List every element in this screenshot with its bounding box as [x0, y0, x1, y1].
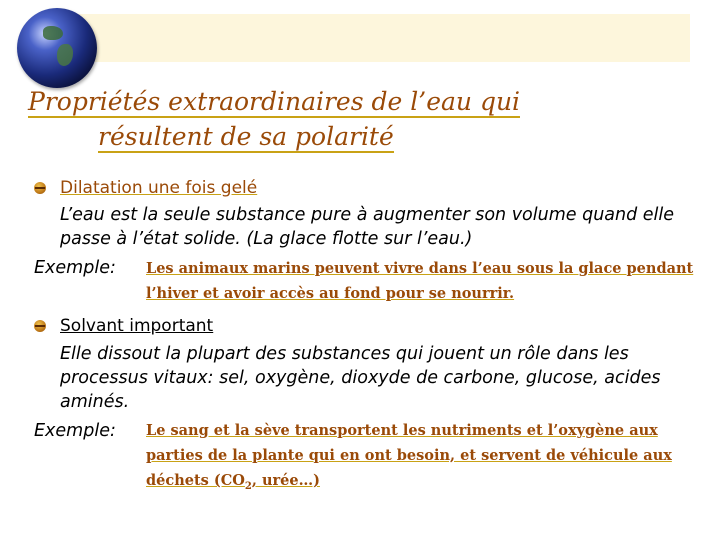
globe-icon	[17, 8, 97, 88]
example-link[interactable]: Les animaux marins peuvent vivre dans l’eau sous la glace pendant l’hiver et avoir accès au fond pour se nourrir.	[146, 260, 694, 302]
globe-land	[57, 44, 73, 66]
globe-land	[43, 26, 63, 40]
bullet-item-dilatation	[34, 178, 257, 198]
bullet-link-dilatation[interactable]: Dilatation une fois gelé	[60, 178, 258, 198]
example-label: Exemple:	[34, 421, 116, 441]
slide-title	[28, 84, 588, 154]
bullet-icon	[34, 320, 46, 332]
bullet-icon	[34, 182, 46, 194]
section-description: Elle dissout la plupart des substances qui jouent un rôle dans les processus vitaux: sel, oxygène, dioxyde de carbone, glucose, acides aminés.	[60, 344, 661, 412]
section-description: L’eau est la seule substance pure à augmenter son volume quand elle passe à l’état solide. (La glace flotte sur l’eau.)	[60, 205, 675, 249]
example-label: Exemple:	[34, 258, 116, 278]
header-band	[70, 14, 690, 62]
bullet-heading-solvant: Solvant important	[60, 316, 214, 336]
title-line-2: résultent de sa polarité	[98, 122, 394, 151]
title-line-1: Propriétés extraordinaires de l’eau qui	[28, 87, 521, 116]
bullet-item-solvant	[34, 316, 213, 336]
example-link[interactable]: Le sang et la sève transportent les nutriments et l’oxygène aux parties de la plante qui en ont besoin, et servent de véhicule aux déchets ($CO_2$, urée…)	[146, 422, 672, 492]
